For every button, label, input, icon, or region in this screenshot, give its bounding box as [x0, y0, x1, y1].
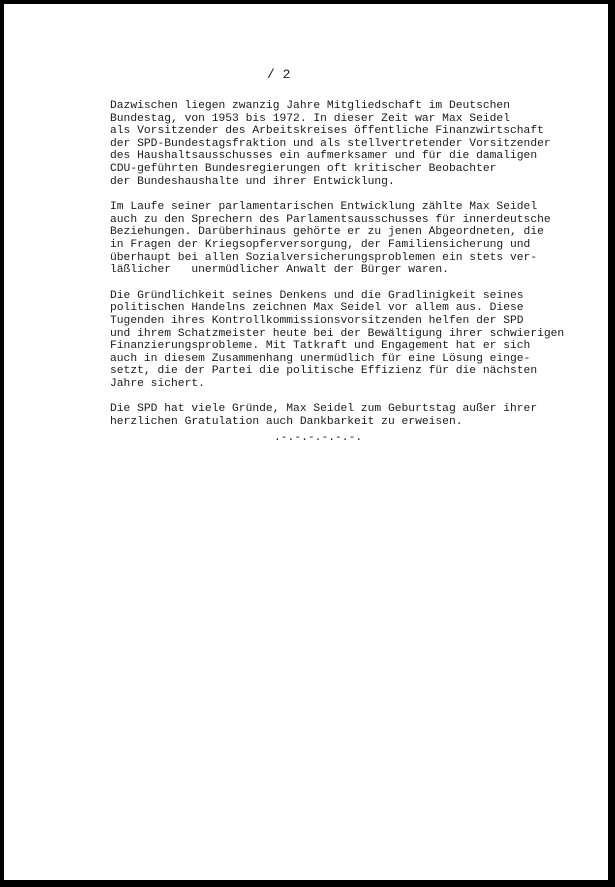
text-line: der SPD-Bundestagsfraktion und als stellvertretender Vorsitzender [110, 137, 551, 150]
text-line: Im Laufe seiner parlamentarischen Entwicklung zählte Max Seidel [110, 201, 538, 214]
text-line: Dazwischen liegen zwanzig Jahre Mitgliedschaft im Deutschen [110, 100, 510, 112]
document-page [4, 4, 608, 880]
paragraph-2 [110, 201, 580, 277]
text-line: überhaupt bei allen Sozialversicherungsproblemen ein stets ver- [110, 251, 538, 264]
text-line: herzlichen Gratulation auch Dankbarkeit zu erweisen. [110, 416, 463, 429]
text-line: des Haushaltsausschusses ein aufmerksamer und für die damaligen [110, 150, 538, 163]
text-line: der Bundeshaushalte und ihrer Entwicklung. [110, 175, 395, 188]
text-line: Tugenden ihres Kontrollkommissionsvorsitzenden helfen der SPD [110, 314, 524, 327]
paragraph-4 [110, 403, 580, 428]
text-line: in Fragen der Kriegsopferversorgung, der Familiensicherung und [110, 238, 531, 251]
text-line: politischen Handelns zeichnen Max Seidel vor allem aus. Diese [110, 302, 524, 315]
text-line: läßlicher unermüdlicher Anwalt der Bürger waren. [110, 264, 449, 277]
text-line: CDU-geführten Bundesregierungen oft kritischer Beobachter [110, 162, 497, 175]
text-line: Bundestag, von 1953 bis 1972. In dieser Zeit war Max Seidel [110, 112, 510, 125]
text-line: und ihrem Schatzmeister heute bei der Bewältigung ihrer schwierigen [110, 327, 565, 340]
text-line: auch in diesem Zusammenhang unermüdlich für eine Lösung einge- [110, 352, 531, 365]
text-line: auch zu den Sprechern des Parlamentsausschusses für innerdeutsche [110, 213, 551, 226]
end-separator: .-.-.-.-.-.-. [274, 432, 363, 444]
text-line: setzt, die der Partei die politische Effizienz für die nächsten [110, 365, 538, 378]
paragraph-3 [110, 290, 580, 391]
text-line: Finanzierungsprobleme. Mit Tatkraft und Engagement hat er sich [110, 340, 531, 353]
paragraph-1 [110, 100, 580, 188]
page-number: / 2 [267, 67, 291, 82]
text-line: Die SPD hat viele Gründe, Max Seidel zum Geburtstag außer ihrer [110, 403, 538, 416]
text-line: als Vorsitzender des Arbeitskreises öffentliche Finanzwirtschaft [110, 125, 544, 138]
text-line: Die Gründlichkeit seines Denkens und die Gradlinigkeit seines [110, 289, 524, 302]
body-text [110, 100, 580, 442]
text-line: Beziehungen. Darüberhinaus gehörte er zu jenen Abgeordneten, die [110, 226, 544, 239]
text-line: Jahre sichert. [110, 377, 205, 390]
